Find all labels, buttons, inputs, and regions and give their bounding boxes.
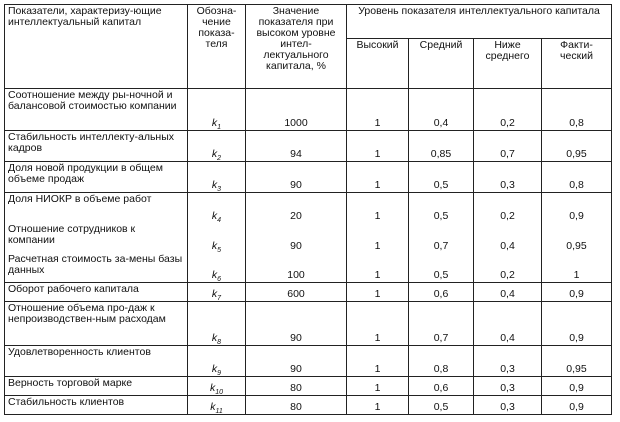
row-high: 1 (347, 302, 409, 346)
row-medium: 0,85 (409, 131, 474, 162)
row-value: 80 (246, 377, 347, 396)
header-high: Высокий (347, 39, 409, 89)
header-value: Значение показателя при высоком уровне интел-лектуального капитала, % (246, 5, 347, 89)
row-medium: 0,6 (409, 283, 474, 302)
row-high: 1 (347, 223, 409, 253)
row-below: 0,2 (474, 253, 542, 283)
row-below: 0,3 (474, 377, 542, 396)
row-below: 0,3 (474, 346, 542, 377)
row-medium: 0,7 (409, 223, 474, 253)
row-symbol: $k_6$ (188, 253, 246, 283)
row-below: 0,3 (474, 162, 542, 193)
row-name: Отношение сотрудников к компании (5, 223, 188, 253)
row-actual: 0,9 (542, 396, 612, 415)
row-value: 80 (246, 396, 347, 415)
row-below: 0,4 (474, 283, 542, 302)
row-medium: 0,6 (409, 377, 474, 396)
row-name: Отношение объема про-даж к непроизводствен-ным расходам (5, 302, 188, 346)
row-medium: 0,5 (409, 396, 474, 415)
row-actual: 0,9 (542, 283, 612, 302)
header-level-group: Уровень показателя интеллектуального капитала (347, 5, 612, 39)
row-symbol: $k_8$ (188, 302, 246, 346)
row-high: 1 (347, 162, 409, 193)
row-symbol: $k_9$ (188, 346, 246, 377)
row-below: 0,2 (474, 193, 542, 223)
row-high: 1 (347, 396, 409, 415)
row-symbol: $k_{10}$ (188, 377, 246, 396)
row-name: Расчетная стоимость за-мены базы данных (5, 253, 188, 283)
intellectual-capital-table (4, 4, 612, 415)
row-medium: 0,7 (409, 302, 474, 346)
row-value: 90 (246, 223, 347, 253)
row-actual: 0,9 (542, 377, 612, 396)
row-medium: 0,5 (409, 162, 474, 193)
row-name: Доля НИОКР в объеме работ (5, 193, 188, 223)
row-value: 90 (246, 162, 347, 193)
row-high: 1 (347, 131, 409, 162)
table-wrapper (4, 4, 612, 415)
row-medium: 0,5 (409, 253, 474, 283)
row-actual: 0,95 (542, 223, 612, 253)
header-symbol: Обозна-чение показа-теля (188, 5, 246, 89)
row-name: Удовлетворенность клиентов (5, 346, 188, 377)
row-name: Оборот рабочего капитала (5, 283, 188, 302)
row-below: 0,4 (474, 223, 542, 253)
row-name: Доля новой продукции в общем объеме продаж (5, 162, 188, 193)
row-value: 94 (246, 131, 347, 162)
row-high: 1 (347, 377, 409, 396)
row-symbol: $k_7$ (188, 283, 246, 302)
header-below-avg: Ниже среднего (474, 39, 542, 89)
row-symbol: $k_3$ (188, 162, 246, 193)
row-symbol: $k_{11}$ (188, 396, 246, 415)
row-symbol: $k_2$ (188, 131, 246, 162)
row-below: 0,3 (474, 396, 542, 415)
row-value: 1000 (246, 89, 347, 131)
row-name: Стабильность клиентов (5, 396, 188, 415)
row-actual: 0,8 (542, 162, 612, 193)
row-name: Соотношение между ры-ночной и балансовой стоимостью компании (5, 89, 188, 131)
row-high: 1 (347, 283, 409, 302)
row-medium: 0,8 (409, 346, 474, 377)
row-symbol: $k_4$ (188, 193, 246, 223)
row-high: 1 (347, 89, 409, 131)
row-below: 0,7 (474, 131, 542, 162)
row-medium: 0,4 (409, 89, 474, 131)
row-high: 1 (347, 253, 409, 283)
header-actual: Факти-ческий (542, 39, 612, 89)
row-medium: 0,5 (409, 193, 474, 223)
row-actual: 1 (542, 253, 612, 283)
header-medium: Средний (409, 39, 474, 89)
row-below: 0,2 (474, 89, 542, 131)
row-name: Верность торговой марке (5, 377, 188, 396)
header-indicator: Показатели, характеризу-ющие интеллектуальный капитал (5, 5, 188, 89)
row-value: 90 (246, 302, 347, 346)
row-high: 1 (347, 346, 409, 377)
row-actual: 0,9 (542, 302, 612, 346)
row-symbol: $k_1$ (188, 89, 246, 131)
row-value: 100 (246, 253, 347, 283)
row-value: 20 (246, 193, 347, 223)
row-actual: 0,95 (542, 131, 612, 162)
row-symbol: $k_5$ (188, 223, 246, 253)
row-below: 0,4 (474, 302, 542, 346)
row-actual: 0,8 (542, 89, 612, 131)
row-name: Стабильность интеллекту-альных кадров (5, 131, 188, 162)
row-value: 90 (246, 346, 347, 377)
row-high: 1 (347, 193, 409, 223)
row-actual: 0,9 (542, 193, 612, 223)
row-value: 600 (246, 283, 347, 302)
row-actual: 0,95 (542, 346, 612, 377)
